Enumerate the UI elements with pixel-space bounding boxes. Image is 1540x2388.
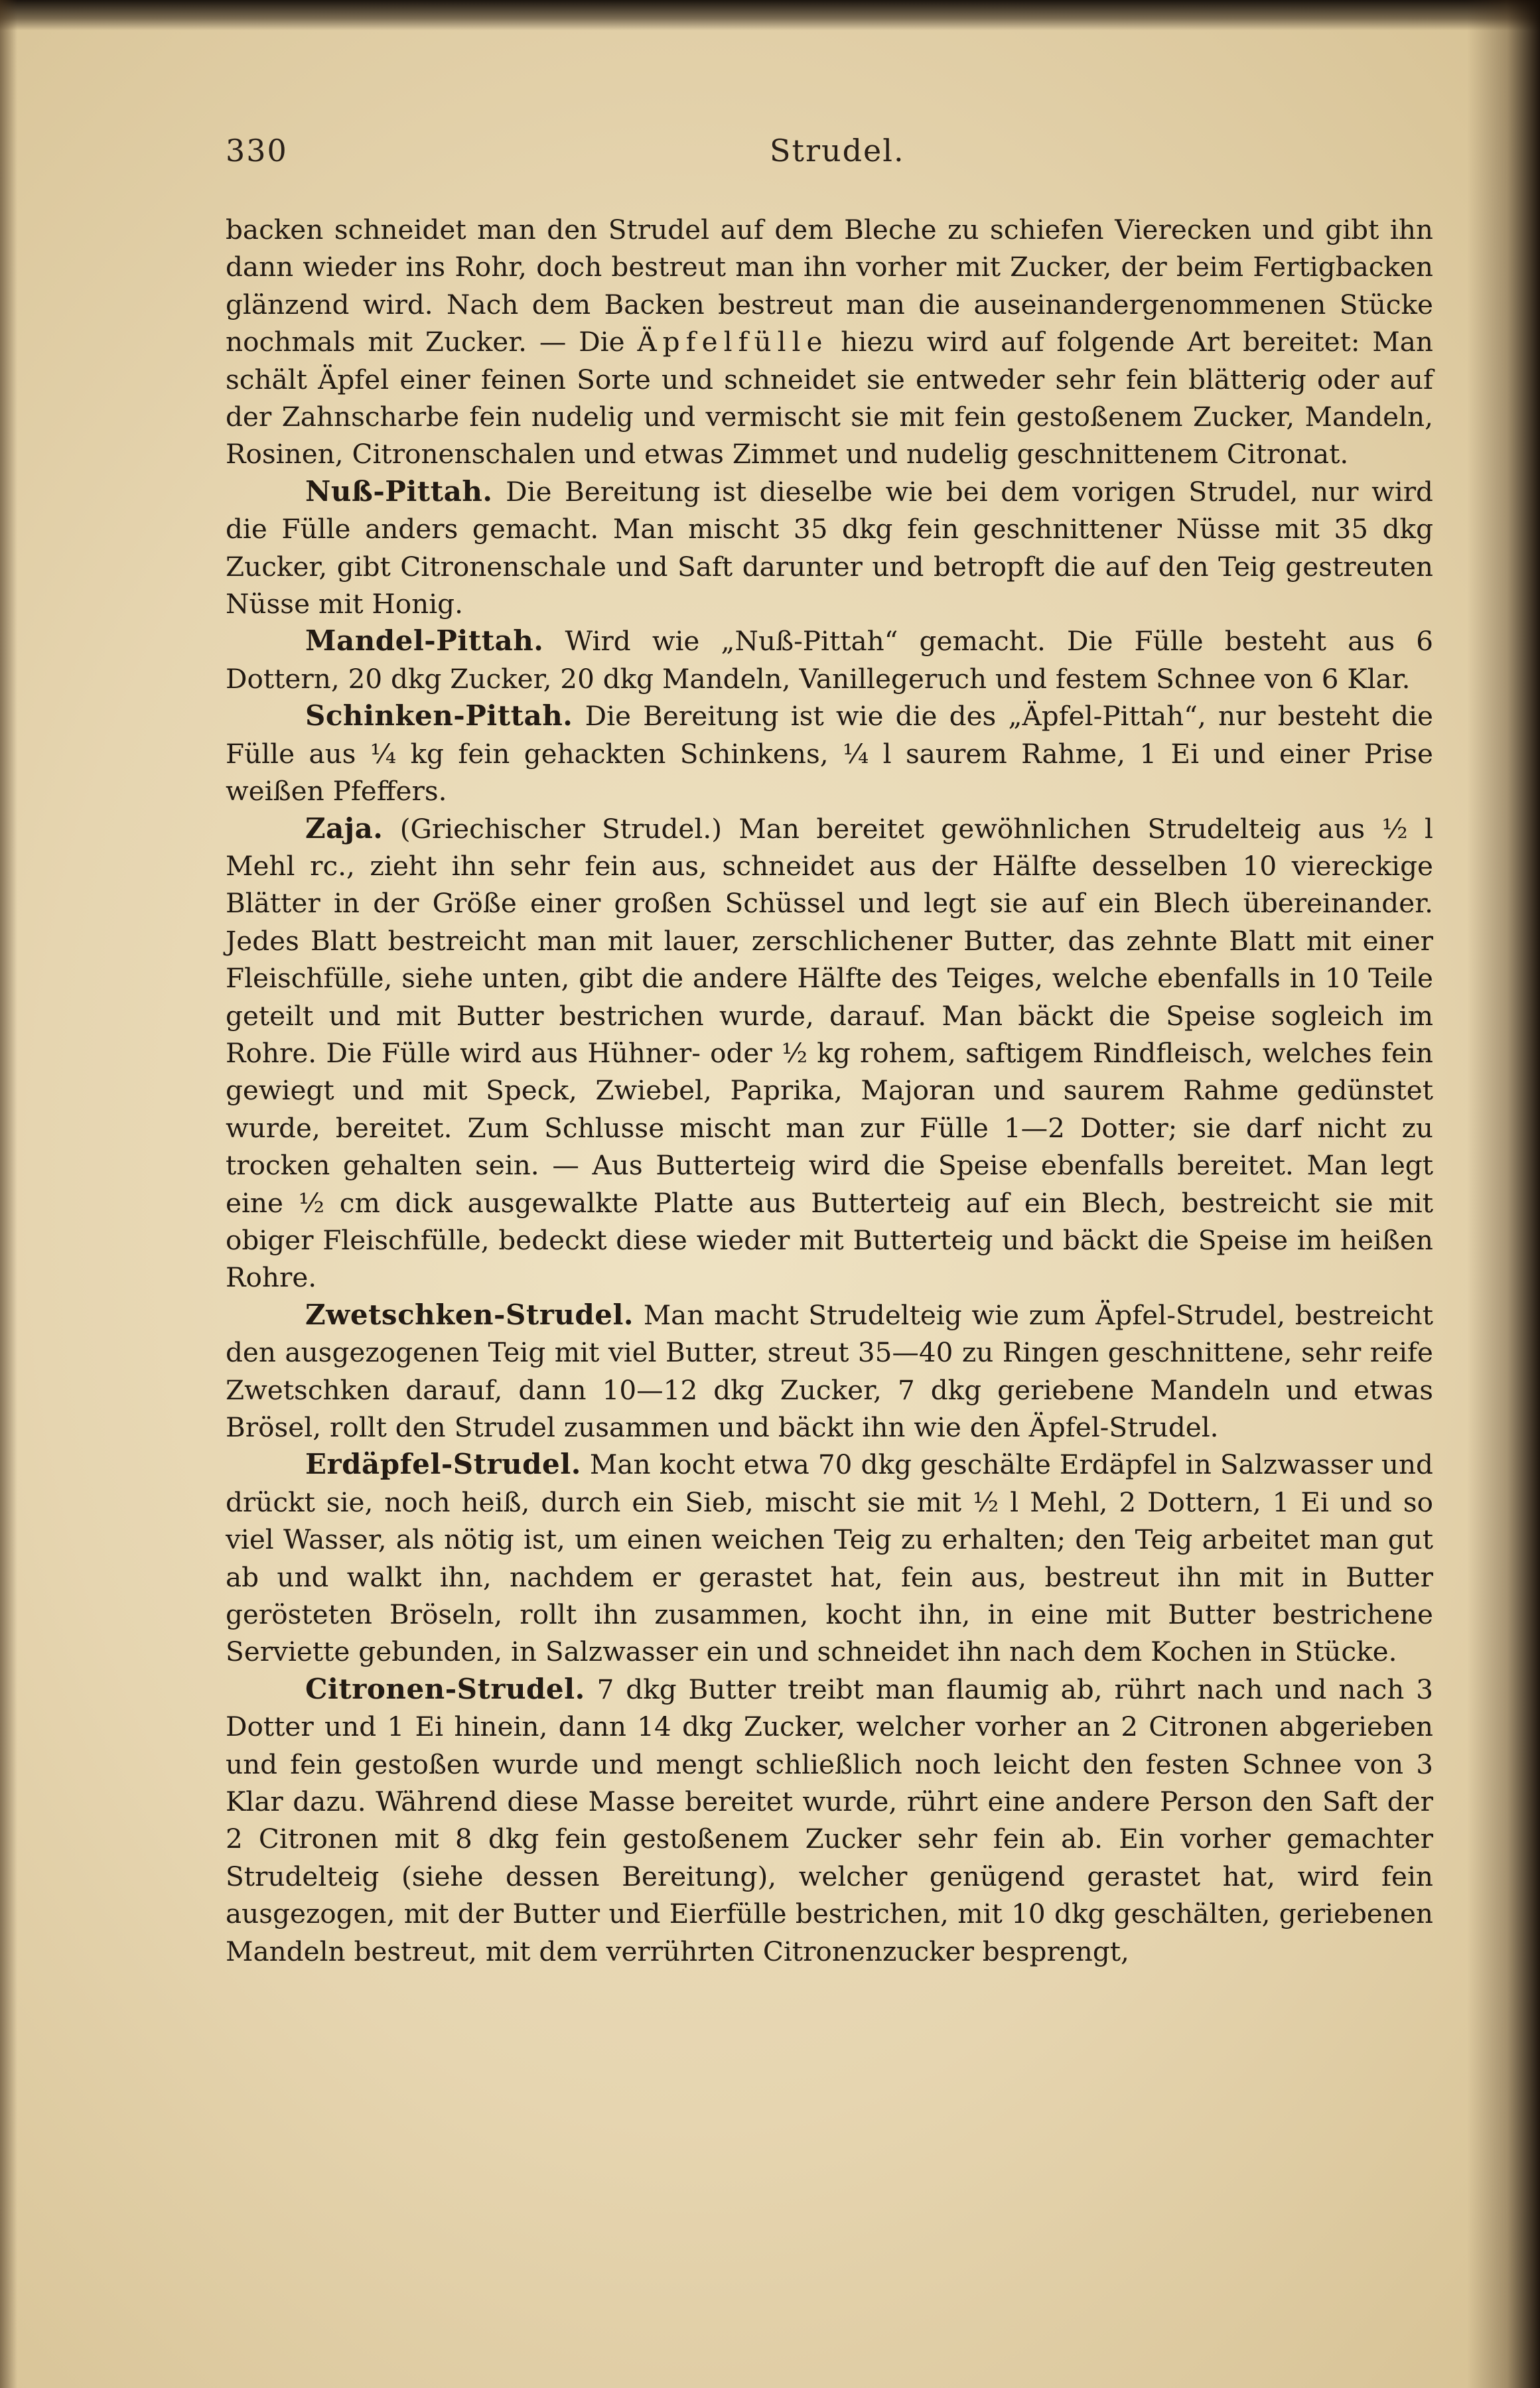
recipe-text: Man macht Strudelteig wie zum Äpfel-Strudel, bestreicht den ausgezogenen Teig mit viel Butter, streut 35—40 zu Ringen geschnittene, sehr reife Zwetschken darauf, dann 10—12 dkg Zucker, 7 dkg geriebene Mandeln und etwas Brösel, rollt den Strudel zusammen und bäckt ihn wie den Äpfel-Strudel. <box>226 1299 1433 1443</box>
recipe-title: Citronen-Strudel. <box>305 1672 585 1705</box>
recipe-title: Zaja. <box>305 811 384 845</box>
recipe-zwetschken-strudel <box>226 1297 1433 1446</box>
recipe-title: Schinken-Pittah. <box>305 699 573 733</box>
recipe-citronen-strudel <box>226 1671 1433 1970</box>
paragraph-text: backen schneidet man den Strudel auf dem Bleche zu schiefen Vierecken und gibt ihn dann wieder ins Rohr, doch bestreut man ihn vorher mit Zucker, der beim Fertigbacken glänzend wird. Nach dem Backen bestreut man die auseinandergenommenen Stücke nochmals mit Zucker. — Die <box>226 214 1433 358</box>
recipe-text: 7 dkg Butter treibt man flaumig ab, rührt nach und nach 3 Dotter und 1 Ei hinein, dann 14 dkg Zucker, welcher vorher an 2 Citronen abgerieben und fein gestoßen wurde und mengt schließlich noch leicht den festen Schnee von 3 Klar dazu. Während diese Masse bereitet wurde, rührt eine andere Person den Saft der 2 Citronen mit 8 dkg fein gestoßenem Zucker sehr fein ab. Ein vorher gemachter Strudelteig (siehe dessen Bereitung), welcher genügend gerastet hat, wird fein ausgezogen, mit der Butter und Eierfülle bestrichen, mit 10 dkg geschälten, geriebenen Mandeln bestreut, mit dem verrührten Citronenzucker besprengt, <box>226 1673 1433 1967</box>
page-header <box>226 133 1433 186</box>
page-left-edge-shadow <box>0 0 17 2388</box>
recipe-zaja <box>226 810 1433 1297</box>
recipe-text: Die Bereitung ist dieselbe wie bei dem vorigen Strudel, nur wird die Fülle anders gemacht. Man mischt 35 dkg fein geschnittener Nüsse mit 35 dkg Zucker, gibt Citronenschale und Saft darunter und betropft die auf den Teig gestreuten Nüsse mit Honig. <box>226 475 1433 620</box>
page-top-edge-shadow <box>0 0 1540 31</box>
page-gutter-shadow <box>1467 0 1540 2388</box>
paragraph-text: hiezu wird auf folgende Art bereitet: Man schält Äpfel einer feinen Sorte und schneidet sie entweder sehr fein blätterig oder auf der Zahnscharbe fein nudelig und vermischt sie mit fein gestoßenem Zucker, Mandeln, Rosinen, Citronenschalen und etwas Zimmet und nudelig geschnittenem Citronat. <box>226 326 1433 470</box>
body-text <box>226 211 1433 1970</box>
page-number: 330 <box>226 133 288 169</box>
emphasis-apfelfuelle: Äpfelfülle <box>637 326 829 358</box>
recipe-text: (Griechischer Strudel.) Man bereitet gewöhnlichen Strudelteig aus ½ l Mehl rc., zieht ihn sehr fein aus, schneidet aus der Hälfte desselben 10 viereckige Blätter in der Größe einer großen Schüssel und legt sie auf ein Blech übereinander. Jedes Blatt bestreicht man mit lauer, zerschlichener Butter, das zehnte Blatt mit einer Fleischfülle, siehe unten, gibt die andere Hälfte des Teiges, welche ebenfalls in 10 Teile geteilt und mit Butter bestrichen wurde, darauf. Man bäckt die Speise sogleich im Rohre. Die Fülle wird aus Hühner- oder ½ kg rohem, saftigem Rindfleisch, welches fein gewiegt und mit Speck, Zwiebel, Paprika, Majoran und saurem Rahme gedünstet wurde, bereitet. Zum Schlusse mischt man zur Fülle 1—2 Dotter; sie darf nicht zu trocken gehalten sein. — Aus Butterteig wird die Speise ebenfalls bereitet. Man legt eine ½ cm dick ausgewalkte Platte aus Butterteig auf ein Blech, bestreicht sie mit obiger Fleischfülle, bedeckt diese wieder mit Butterteig und bäckt die Speise im heißen Rohre. <box>226 812 1433 1294</box>
recipe-title: Zwetschken-Strudel. <box>305 1298 634 1331</box>
recipe-text: Wird wie „Nuß-Pittah“ gemacht. Die Fülle besteht aus 6 Dottern, 20 dkg Zucker, 20 dkg Mandeln, Vanillegeruch und festem Schnee von 6 Klar. <box>226 625 1433 695</box>
recipe-erdaepfel-strudel <box>226 1446 1433 1670</box>
recipe-title: Nuß-Pittah. <box>305 474 493 508</box>
running-title: Strudel. <box>770 133 905 169</box>
recipe-mandel-pittah <box>226 622 1433 697</box>
recipe-nuss-pittah <box>226 473 1433 623</box>
recipe-text: Die Bereitung ist wie die des „Äpfel-Pittah“, nur besteht die Fülle aus ¼ kg fein gehackten Schinkens, ¼ l saurem Rahme, 1 Ei und einer Prise weißen Pfeffers. <box>226 700 1433 808</box>
recipe-title: Mandel-Pittah. <box>305 624 544 658</box>
recipe-title: Erdäpfel-Strudel. <box>305 1448 581 1481</box>
recipe-text: Man kocht etwa 70 dkg geschälte Erdäpfel in Salzwasser und drückt sie, noch heiß, durch ein Sieb, mischt sie mit ½ l Mehl, 2 Dottern, 1 Ei und so viel Wasser, als nötig ist, um einen weichen Teig zu erhalten; den Teig arbeitet man gut ab und walkt ihn, nachdem er gerastet hat, fein aus, bestreut ihn mit in Butter gerösteten Bröseln, rollt ihn zusammen, kocht ihn, in eine mit Butter bestrichene Serviette gebunden, in Salzwasser ein und schneidet ihn nach dem Kochen in Stücke. <box>226 1448 1433 1668</box>
recipe-schinken-pittah <box>226 697 1433 809</box>
paragraph-apfel-continuation <box>226 211 1433 473</box>
